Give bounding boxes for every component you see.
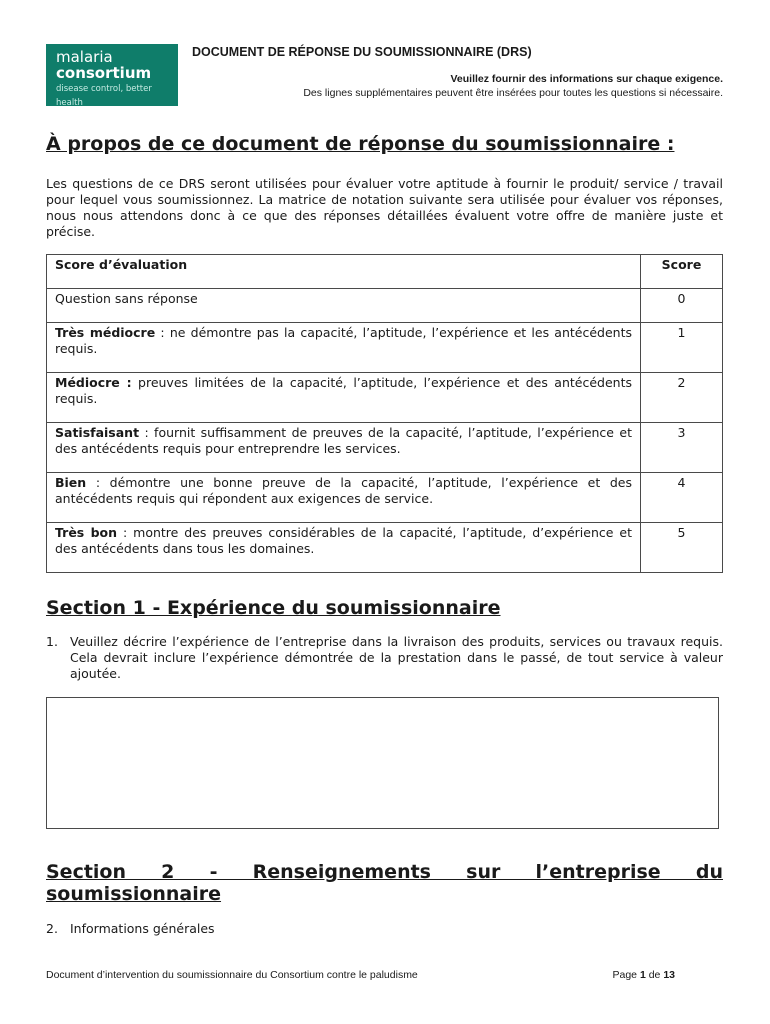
page-current: 1 (639, 969, 646, 981)
score-desc (47, 423, 641, 473)
score-desc-text: : démontre une bonne preuve de la capacité, l’aptitude, l’expérience et des antécédents requis qui répondent aux exigences de service. (55, 475, 632, 506)
score-value: 4 (641, 473, 723, 523)
score-desc (47, 323, 641, 373)
score-term: Très médiocre (55, 325, 156, 340)
malaria-consortium-logo (46, 44, 178, 106)
table-row (47, 473, 723, 523)
score-header-label: Score d’évaluation (47, 255, 641, 289)
score-term: Bien (55, 475, 87, 490)
about-paragraph: Les questions de ce DRS seront utilisées pour évaluer votre aptitude à fournir le produit/ service / travail pour lequel vous soumissionnez. La matrice de notation suivante sera utilisée pour évaluer vos réponses, nous nous attendons donc à ce que des réponses détaillées évaluent votre offre de manière juste et précise. (46, 176, 723, 239)
score-desc (47, 289, 641, 323)
table-row (47, 289, 723, 323)
score-desc (47, 373, 641, 423)
section2-heading: Section 2 - Renseignements sur l’entreprise du soumissionnaire (46, 861, 723, 905)
section2-question (46, 921, 215, 937)
table-row (47, 523, 723, 573)
score-value: 0 (641, 289, 723, 323)
table-row (47, 323, 723, 373)
document-title: DOCUMENT DE RÉPONSE DU SOUMISSIONNAIRE (DRS) (192, 45, 532, 59)
logo-tagline: disease control, better health (56, 84, 152, 108)
table-row (47, 373, 723, 423)
logo-line2: consortium (56, 64, 152, 82)
score-table (46, 254, 723, 573)
page-prefix: Page (612, 969, 640, 981)
section1-question (46, 634, 723, 682)
logo-line1: malaria (56, 48, 113, 66)
section1-answer-box[interactable] (46, 697, 719, 829)
question-number: 2. (46, 921, 58, 936)
header-note: Des lignes supplémentaires peuvent être insérées pour toutes les questions si nécessaire. (303, 87, 723, 99)
question-number: 1. (46, 634, 58, 649)
score-term: Médiocre : (55, 375, 132, 390)
table-row (47, 423, 723, 473)
score-header-score: Score (641, 255, 723, 289)
header-instruction: Veuillez fournir des informations sur chaque exigence. (450, 73, 723, 85)
page-separator: de (645, 969, 664, 981)
section1-heading: Section 1 - Expérience du soumissionnaire (46, 597, 501, 619)
score-desc (47, 523, 641, 573)
score-value: 5 (641, 523, 723, 573)
footer-document-name: Document d’intervention du soumissionnaire du Consortium contre le paludisme (46, 969, 418, 981)
score-table-header (47, 255, 723, 289)
question-text: Informations générales (70, 921, 215, 936)
about-heading: À propos de ce document de réponse du soumissionnaire : (46, 133, 675, 155)
score-desc-text: Question sans réponse (55, 291, 198, 306)
score-desc (47, 473, 641, 523)
score-value: 3 (641, 423, 723, 473)
score-desc-text: : fournit suffisamment de preuves de la capacité, l’aptitude, l’expérience et des antécédents requis pour entreprendre les services. (55, 425, 632, 456)
score-term: Très bon (55, 525, 118, 540)
footer-page-number (613, 969, 676, 981)
score-desc-text: preuves limitées de la capacité, l’aptitude, l’expérience et des antécédents requis. (55, 375, 633, 406)
score-desc-text: : montre des preuves considérables de la capacité, l’aptitude, d’expérience et des antécédents dans tous les domaines. (55, 525, 632, 556)
score-term: Satisfaisant (55, 425, 140, 440)
question-text: Veuillez décrire l’expérience de l’entreprise dans la livraison des produits, services ou travaux requis. Cela devrait inclure l’expérience démontrée de la prestation dans le passé, de tout service à valeur ajoutée. (70, 634, 723, 681)
score-value: 2 (641, 373, 723, 423)
score-desc-text: : ne démontre pas la capacité, l’aptitude, l’expérience et les antécédents requis. (55, 325, 632, 356)
score-value: 1 (641, 323, 723, 373)
page-total: 13 (663, 969, 675, 981)
